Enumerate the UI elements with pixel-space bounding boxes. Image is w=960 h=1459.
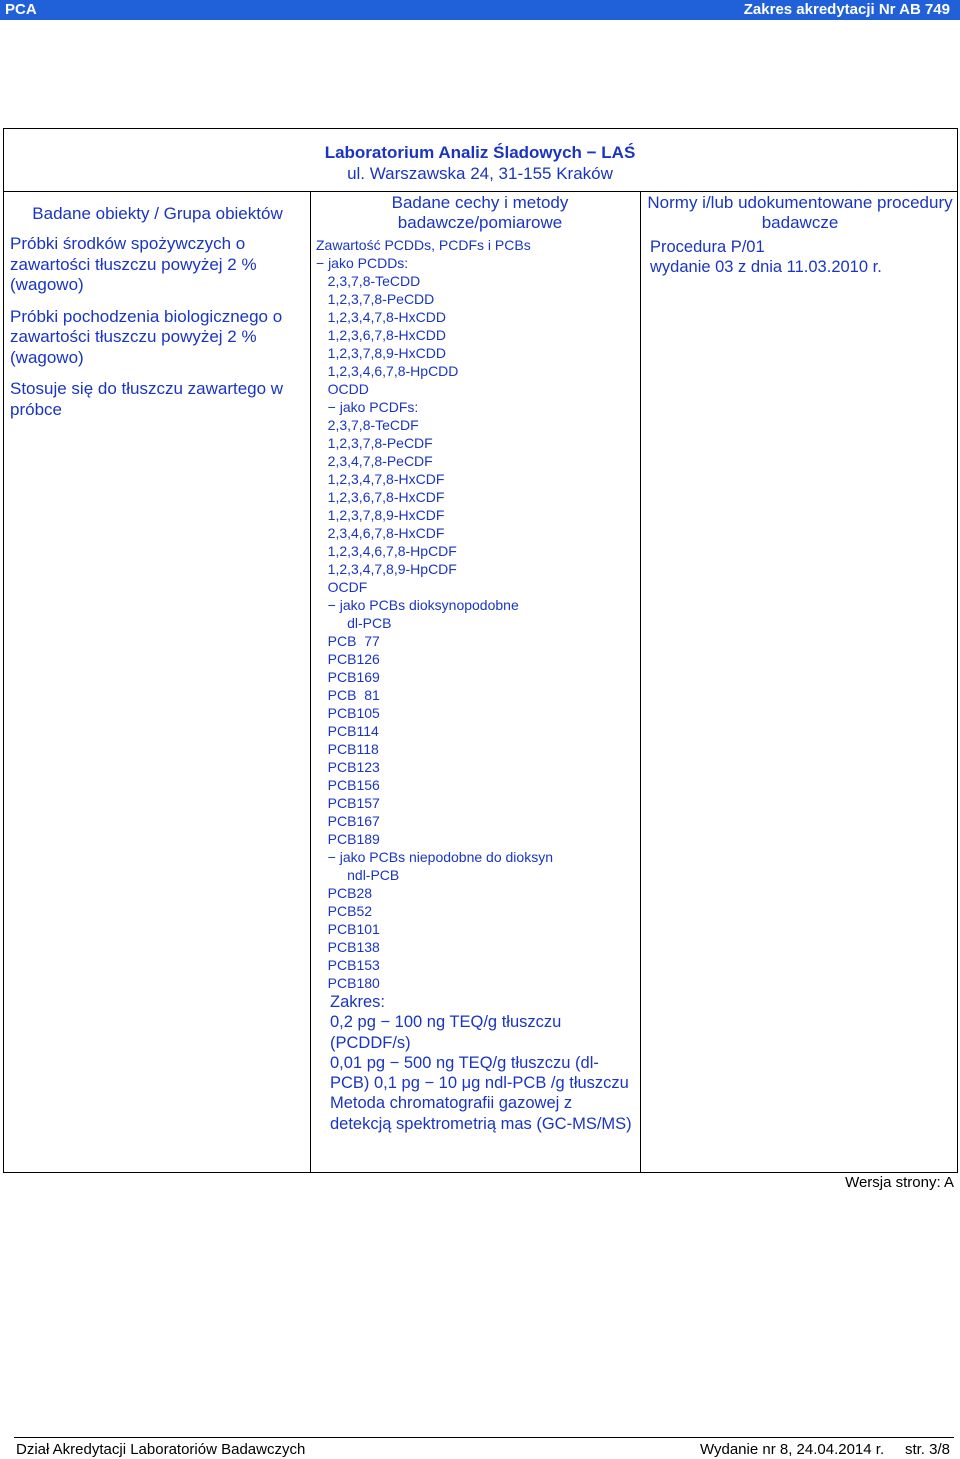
column-divider-2	[640, 191, 641, 1173]
feature-line: − jako PCDDs:	[316, 255, 409, 271]
feature-line: PCB138	[316, 939, 380, 955]
feature-line: PCB180	[316, 975, 380, 991]
feature-line: PCB126	[316, 651, 380, 667]
range-pcddf: 0,2 pg − 100 ng TEQ/g tłuszczu (PCDDF/s)	[330, 1013, 562, 1052]
feature-line: OCDF	[316, 579, 368, 595]
page-version: Wersja strony: A	[845, 1174, 954, 1191]
feature-line: 1,2,3,4,6,7,8-HpCDD	[316, 363, 459, 379]
feature-line: 1,2,3,7,8-PeCDF	[316, 435, 433, 451]
footer-edition: Wydanie nr 8, 24.04.2014 r.	[699, 1441, 885, 1458]
feature-line: PCB28	[316, 885, 373, 901]
feature-line: 1,2,3,7,8-PeCDD	[316, 291, 435, 307]
feature-line: 2,3,7,8-TeCDD	[316, 273, 421, 289]
range-pcb: 0,01 pg − 500 ng TEQ/g tłuszczu (dl-PCB) 0,1 pg − 10 μg ndl-PCB /g tłuszczu	[330, 1053, 629, 1093]
objects-note: Stosuje się do tłuszczu zawartego w próbce	[10, 379, 284, 419]
feature-line: − jako PCBs dioksynopodobne	[316, 597, 519, 613]
column-divider-1	[310, 191, 311, 1173]
norms-column	[650, 237, 882, 277]
feature-line: PCB118	[316, 741, 379, 757]
feature-line: OCDD	[316, 381, 369, 397]
features-list	[316, 236, 636, 992]
feature-line: 2,3,4,7,8-PeCDF	[316, 453, 433, 469]
feature-line: 1,2,3,4,7,8-HxCDD	[316, 309, 446, 325]
feature-line: PCB52	[316, 903, 373, 919]
feature-line: − jako PCBs niepodobne do dioksyn	[316, 849, 553, 865]
lab-title: Laboratorium Analiz Śladowych − LAŚ	[324, 143, 636, 162]
feature-line: PCB101	[316, 921, 380, 937]
feature-line: PCB156	[316, 777, 380, 793]
feature-line: 1,2,3,4,7,8-HxCDF	[316, 471, 445, 487]
header-scope: Zakres akredytacji Nr AB 749	[743, 1, 950, 18]
features-header: Badane cechy i metody badawcze/pomiarowe	[391, 193, 569, 232]
feature-line: − jako PCDFs:	[316, 399, 419, 415]
feature-line: PCB169	[316, 669, 380, 685]
feature-line: 1,2,3,7,8,9-HxCDD	[316, 345, 446, 361]
feature-line: ndl-PCB	[316, 867, 400, 883]
lab-address: ul. Warszawska 24, 31-155 Kraków	[347, 164, 613, 183]
footer-edition-page	[700, 1441, 950, 1458]
feature-line: 1,2,3,4,6,7,8-HpCDF	[316, 543, 457, 559]
feature-line: PCB105	[316, 705, 380, 721]
feature-line: 1,2,3,6,7,8-HxCDD	[316, 327, 446, 343]
feature-line: PCB167	[316, 813, 380, 829]
feature-line: 1,2,3,7,8,9-HxCDF	[316, 507, 445, 523]
feature-line: 1,2,3,6,7,8-HxCDF	[316, 489, 445, 505]
norms-procedure: Procedura P/01	[650, 238, 765, 256]
footer-divider	[14, 1437, 954, 1438]
footer-department: Dział Akredytacji Laboratoriów Badawczych	[16, 1441, 306, 1458]
objects-header: Badane obiekty / Grupa obiektów	[32, 204, 283, 223]
feature-line: PCB153	[316, 957, 380, 973]
objects-column	[10, 234, 305, 431]
objects-food: Próbki środków spożywczych o zawartości tłuszczu powyżej 2 % (wagowo)	[10, 234, 257, 294]
feature-line: PCB 81	[316, 687, 380, 703]
feature-line: 2,3,7,8-TeCDF	[316, 417, 419, 433]
feature-line: Zawartość PCDDs, PCDFs i PCBs	[316, 237, 531, 253]
range-label: Zakres:	[330, 993, 386, 1011]
norms-edition: wydanie 03 z dnia 11.03.2010 r.	[650, 258, 882, 276]
objects-biological: Próbki pochodzenia biologicznego o zawartości tłuszczu powyżej 2 % (wagowo)	[10, 306, 283, 367]
feature-line: PCB 77	[316, 633, 380, 649]
table-divider	[3, 191, 958, 192]
feature-line: PCB114	[316, 723, 379, 739]
header-org: PCA	[5, 1, 37, 18]
feature-line: PCB123	[316, 759, 380, 775]
method-text: Metoda chromatografii gazowej z detekcją spektrometrią mas (GC-MS/MS)	[330, 1094, 632, 1133]
norms-header: Normy i/lub udokumentowane procedury badawcze	[647, 193, 953, 232]
feature-line: 2,3,4,6,7,8-HxCDF	[316, 525, 445, 541]
header-bar	[0, 0, 960, 20]
footer-page-number: str. 3/8	[904, 1441, 950, 1458]
feature-line: dl-PCB	[316, 615, 392, 631]
feature-line: PCB189	[316, 831, 380, 847]
features-column	[316, 236, 636, 1134]
feature-line: 1,2,3,4,7,8,9-HpCDF	[316, 561, 457, 577]
feature-line: PCB157	[316, 795, 380, 811]
